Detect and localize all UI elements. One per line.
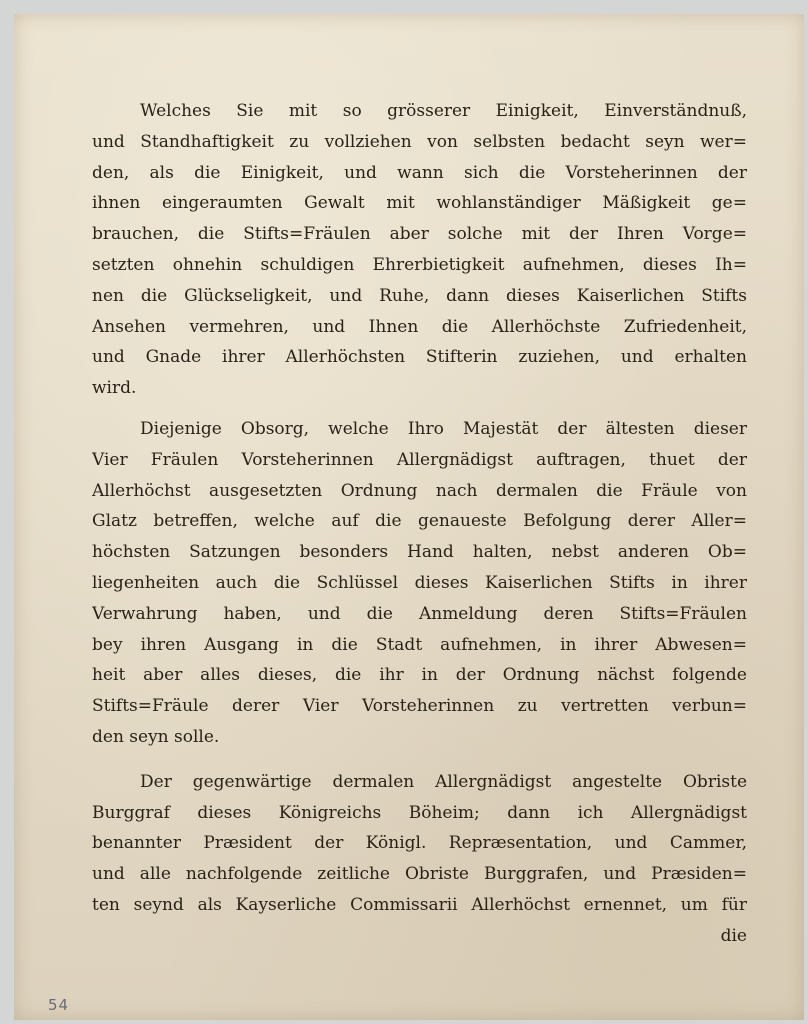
text-line: den, als die Einigkeit, und wann sich die Vorsteherinnen der	[92, 162, 747, 183]
text-line: Allerhöchst ausgesetzten Ordnung nach dermalen die Fräule von	[92, 480, 747, 501]
text-line: Stifts=Fräule derer Vier Vorsteherinnen zu vertretten verbun=	[92, 696, 747, 717]
text-line: setzten ohnehin schuldigen Ehrerbietigkeit aufnehmen, dieses Ih=	[92, 254, 747, 275]
text-line: wird.	[92, 378, 137, 399]
text-line: und alle nachfolgende zeitliche Obriste Burggrafen, und Præsiden=	[92, 864, 747, 885]
text-line: bey ihren Ausgang in die Stadt aufnehmen, in ihrer Abwesen=	[92, 634, 747, 655]
text-line: Der gegenwärtige dermalen Allergnädigst angestelte Obriste	[140, 771, 747, 792]
text-line: und Gnade ihrer Allerhöchsten Stifterin zuziehen, und erhalten	[92, 347, 747, 368]
text-line: Vier Fräulen Vorsteherinnen Allergnädigst auftragen, thuet der	[92, 449, 747, 470]
text-line: heit aber alles dieses, die ihr in der Ordnung nächst folgende	[92, 665, 747, 686]
text-line: brauchen, die Stifts=Fräulen aber solche mit der Ihren Vorge=	[92, 224, 747, 245]
text-line: Glatz betreffen, welche auf die genaueste Befolgung derer Aller=	[92, 511, 747, 532]
paragraph-1	[92, 96, 747, 404]
text-line: benannter Præsident der Königl. Repræsentation, und Cammer,	[92, 833, 747, 854]
text-line: und Standhaftigkeit zu vollziehen von selbsten bedacht seyn wer=	[92, 131, 747, 152]
text-line: liegenheiten auch die Schlüssel dieses Kaiserlichen Stifts in ihrer	[92, 572, 747, 593]
pencil-folio-mark: 54	[48, 996, 70, 1014]
text-line: Welches Sie mit so grösserer Einigkeit, Einverständnuß,	[140, 101, 747, 121]
text-line: Ansehen vermehren, und Ihnen die Allerhöchste Zufriedenheit,	[92, 316, 747, 337]
page-text	[92, 96, 747, 952]
paper-sheet	[14, 14, 804, 1020]
text-line: den seyn solle.	[92, 726, 220, 747]
paragraph-spacer	[92, 753, 747, 767]
text-line: Verwahrung haben, und die Anmeldung deren Stifts=Fräulen	[92, 603, 747, 624]
text-line: ihnen eingeraumten Gewalt mit wohlanständiger Mäßigkeit ge=	[92, 193, 747, 214]
text-line: höchsten Satzungen besonders Hand halten, nebst anderen Ob=	[92, 542, 747, 563]
text-line: Diejenige Obsorg, welche Ihro Majestät der ältesten dieser	[140, 418, 747, 439]
text-line: Burggraf dieses Königreichs Böheim; dann ich Allergnädigst	[92, 802, 747, 823]
paragraph-2	[92, 414, 747, 753]
catchword: die	[720, 925, 747, 946]
paragraph-spacer	[92, 404, 747, 414]
text-line: nen die Glückseligkeit, und Ruhe, dann dieses Kaiserlichen Stifts	[92, 285, 747, 306]
text-line: ten seynd als Kayserliche Commissarii Allerhöchst ernennet, um für	[92, 894, 747, 915]
paragraph-3	[92, 767, 747, 921]
